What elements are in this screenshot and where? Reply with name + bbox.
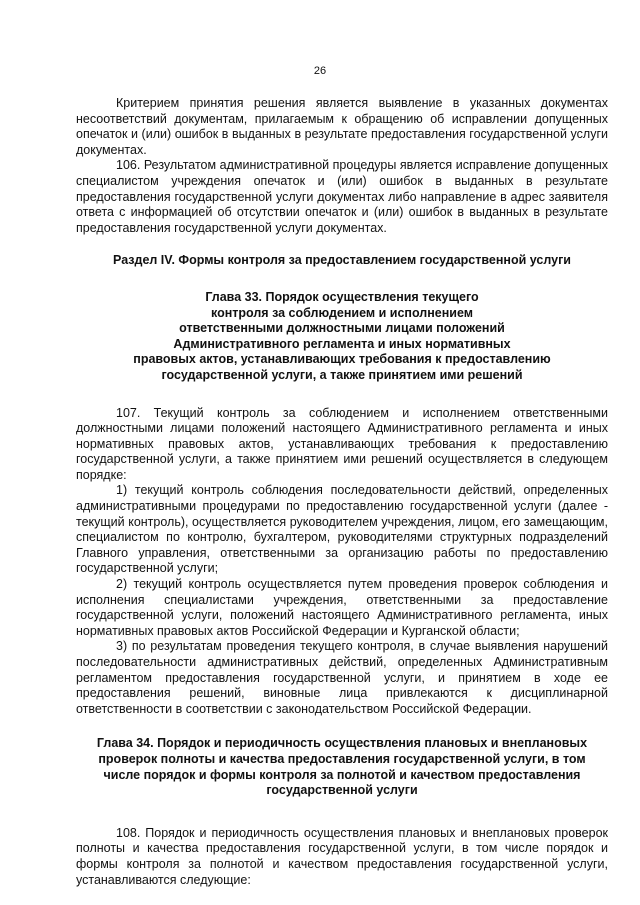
paragraph-108: 108. Порядок и периодичность осуществления плановых и внеплановых проверок полноты и качества предоставления государственной услуги, в том числе порядок и формы контроля за полнотой и качеством предоставления государственной услуги, устанавливаются следующие:: [76, 825, 608, 887]
page-number: 26: [313, 65, 327, 77]
chapter-34-title-line: проверок полноты и качества предоставления государственной услуги, в том: [98, 751, 586, 766]
chapter-33-title-line: Административного регламента и иных нормативных: [173, 336, 511, 351]
paragraph-106: 106. Результатом административной процедуры является исправление допущенных специалистом учреждения опечаток и (или) ошибок в выданных в результате предоставления государственной услуги документах либо направление в адрес заявителя ответа с информацией об отсутствии опечаток и (или) ошибок в выданных в результате предоставления государственной услуги документах.: [76, 158, 608, 235]
chapter-34-title-line: числе порядок и формы контроля за полнотой и качеством предоставления: [103, 767, 581, 782]
chapter-33-title-line: Глава 33. Порядок осуществления текущего: [205, 289, 479, 304]
chapter-33-title-line: ответственными должностными лицами положений: [179, 321, 505, 336]
list-item-3: 3) по результатам проведения текущего контроля, в случае выявления нарушений последовательности административных действий, определенных Административным регламентом предоставления государственной услуги, и принятием в ходе ее предоставления решений, виновные лица привлекаются к дисциплинарной ответственности в соответствии с законодательством Российской Федерации.: [76, 639, 608, 716]
section-title: Раздел IV. Формы контроля за предоставлением государственной услуги: [113, 253, 571, 268]
paragraph-criteria: Критерием принятия решения является выявление в указанных документах несоответствий документам, прилагаемым к обращению об исправлении допущенных опечаток и (или) ошибок в выданных в результате предоставления государственной услуги документах.: [76, 96, 608, 157]
chapter-34-title: [76, 736, 608, 798]
list-item-2: 2) текущий контроль осуществляется путем проведения проверок соблюдения и исполнения специалистами учреждения, ответственными за предоставление государственной услуги, положений настоящего Административного регламента, иных нормативных правовых актов Российской Федерации и Курганской области;: [76, 577, 608, 638]
chapter-33-title-line: контроля за соблюдением и исполнением: [211, 305, 473, 320]
chapter-34-title-line: Глава 34. Порядок и периодичность осуществления плановых и внеплановых: [96, 736, 588, 751]
page-content: [76, 96, 608, 888]
paragraph-107: 107. Текущий контроль за соблюдением и исполнением ответственными должностными лицами положений настоящего Административного регламента и иных нормативных правовых актов, устанавливающих требования к предоставлению государственной услуги, а также принятием ими решений осуществляется в следующем порядке:: [76, 405, 608, 482]
chapter-34-title-line: государственной услуги: [266, 783, 418, 798]
chapter-33-title-line: государственной услуги, а также принятием ими решений: [161, 367, 523, 382]
chapter-33-title: [76, 290, 608, 384]
chapter-33-title-line: правовых актов, устанавливающих требования к предоставлению: [133, 352, 551, 367]
list-item-1: 1) текущий контроль соблюдения последовательности действий, определенных административными процедурами по предоставлению государственной услуги (далее - текущий контроль), осуществляется руководителем учреждения, лицом, его замещающим, специалистом по контролю, бухгалтером, руководителями структурных подразделений Главного управления, ответственными за организацию работы по предоставлению государственной услуги;: [76, 483, 608, 576]
